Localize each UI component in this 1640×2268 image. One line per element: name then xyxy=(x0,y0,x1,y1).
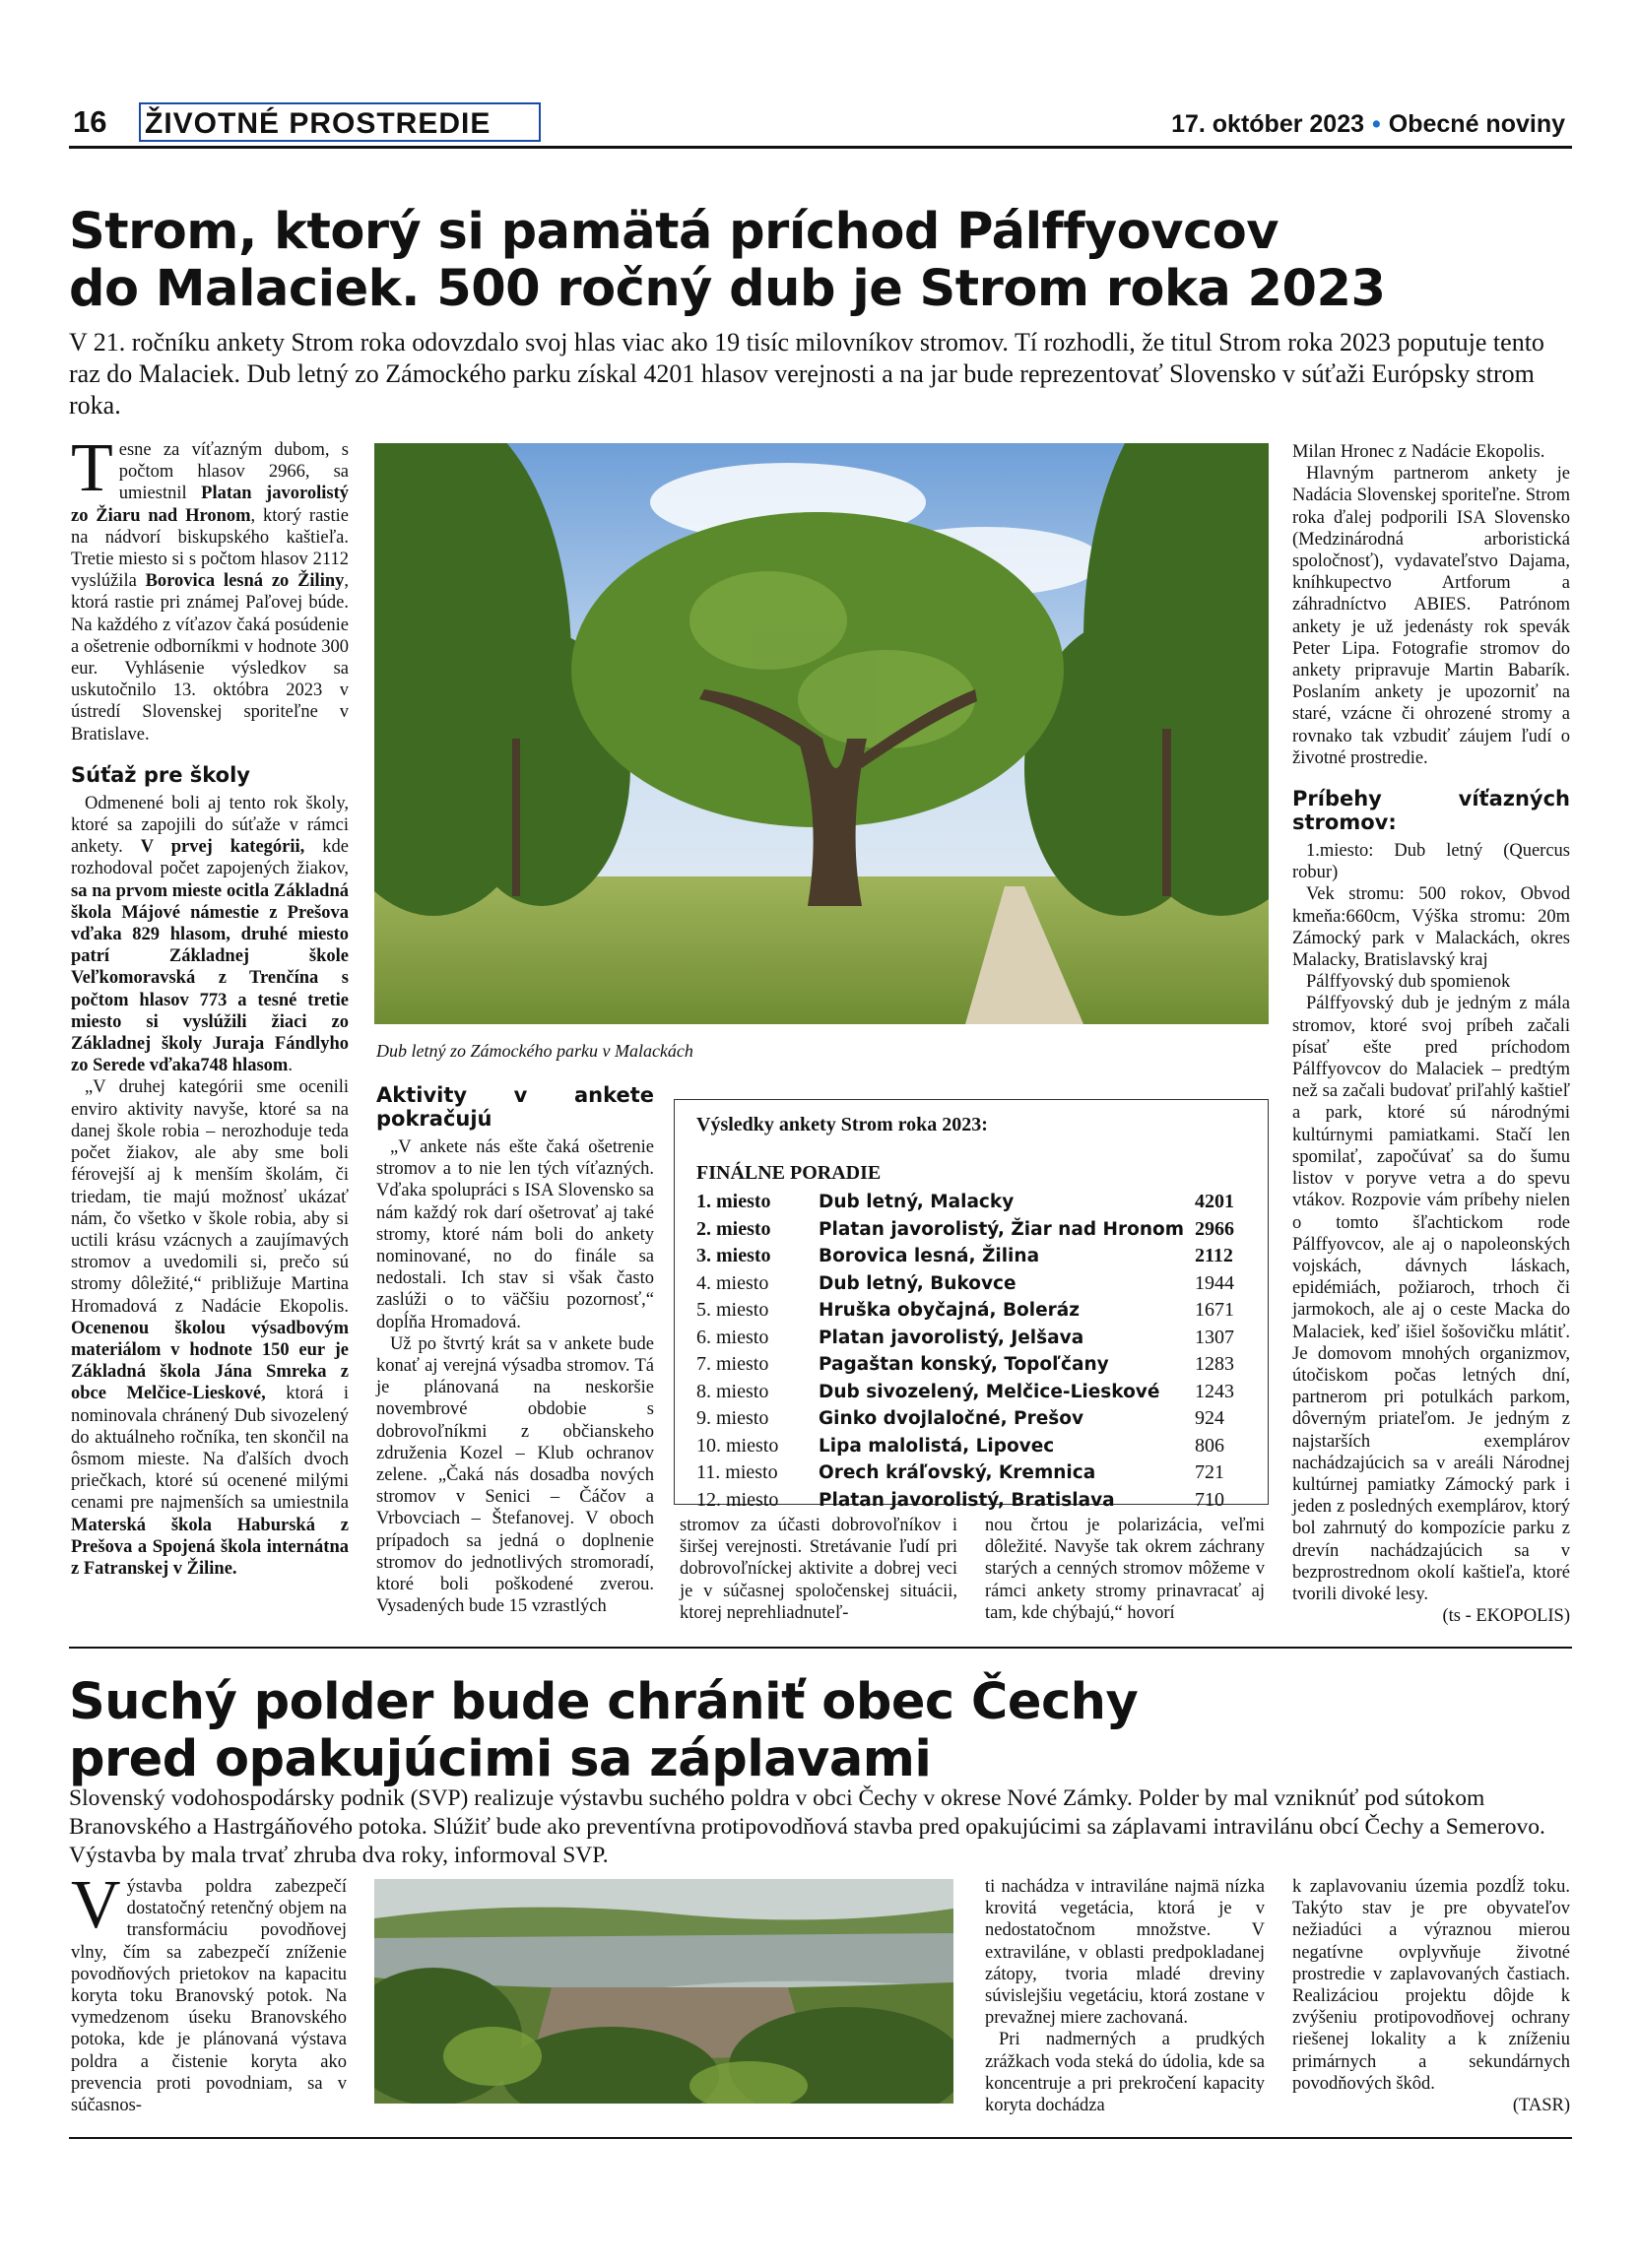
results-subtitle: FINÁLNE PORADIE xyxy=(696,1162,882,1184)
article1-col5-para5: Pálffyovský dub spomienok xyxy=(1306,972,1511,993)
article1-signature: (ts - EKOPOLIS) xyxy=(1442,1606,1570,1627)
subhead-schools: Súťaž pre školy xyxy=(71,762,250,787)
results-row xyxy=(696,1405,1250,1433)
results-votes: 4201 xyxy=(1195,1191,1234,1212)
article2-column2 xyxy=(985,1876,1265,2116)
section-label: ŽIVOTNÉ PROSTREDIE xyxy=(139,102,541,142)
results-rows xyxy=(696,1189,1250,1514)
article1-col2-para1: „V ankete nás ešte čaká ošetrenie stromov a to nie len tých víťazných. Vďaka spolupráci s ISA Slovensko sa nám každý rok darí ošetrovať aj také stromy, ktoré nám boli do ankety nominované, no do finále sa nedostali. Ich stav si však často zaslúži o to väčšiu pozornosť,“ dopĺňa Hromadová. xyxy=(376,1137,654,1332)
results-row xyxy=(696,1433,1250,1460)
issue-date: 17. október 2023 xyxy=(1171,110,1365,138)
oak-tree-photo xyxy=(374,443,1269,1024)
results-row xyxy=(696,1297,1250,1325)
article1-lead: V 21. ročníku ankety Strom roka odovzdalo svoj hlas viac ako 19 tisíc milovníkov stromov. Tí rozhodli, že titul Strom roka 2023 poputuje tento raz do Malaciek. Dub letný zo Zámockého parku získal 4201 hlasov verejnosti a na jar bude reprezentovať Slovensko v súťaži Európsky strom roka. xyxy=(69,328,1544,420)
article1-headline-line2: do Malaciek. 500 ročný dub je Strom roka 2023 xyxy=(69,260,1386,318)
article2-column3 xyxy=(1292,1876,1570,2116)
article1-col3-text: stromov za účasti dobrovoľníkov i širšej verejnosti. Stretávanie ľudí pri dobrovoľníckej aktivite a dobrej veci je v súčasnej spoločenskej situácii, ktorej neprehliadnuteľ- xyxy=(680,1516,957,1623)
page-number: 16 xyxy=(73,104,107,139)
article2-headline-line1: Suchý polder bude chrániť obec Čechy xyxy=(69,1673,1139,1731)
results-place: 1. miesto xyxy=(696,1191,771,1212)
article2-col3-text: k zaplavovaniu územia pozdĺž toku. Takýto stav je pre obyvateľov nežiadúci a výraznou mierou negatívne ovplyvňuje životné prostredie v zaplavovaných častiach. Realizáciou projektu dôjde k zvýšeniu protipovodňovej ochrany riešenej lokality a k zníženiu primárnych a sekundárnych povodňových škôd. xyxy=(1292,1877,1570,2094)
results-place: 11. miesto xyxy=(696,1461,778,1483)
article1-col5-para2: Hlavným partnerom ankety je Nadácia Slovenskej sporiteľne. Strom roka ďalej podporili ISA Slovensko (Medzinárodná arboristická spoločnosť), vydavateľstvo Dajama, kníhkupectvo Artforum a záhradníctvo ABIES. Patrónom ankety je už jedenásty rok spevák Peter Lipa. Fotografie stromov do ankety pripravuje Martin Babarík. Poslaním ankety je upozorniť na staré, vzácne či ohrozené stromy a rovnako tak vzbudiť záujem ľudí o životné prostredie. xyxy=(1292,464,1570,768)
polder-photo xyxy=(374,1879,953,2104)
results-name: Platan javorolistý, Bratislava xyxy=(819,1489,1115,1511)
bottom-rule xyxy=(69,2137,1572,2139)
results-title: Výsledky ankety Strom roka 2023: xyxy=(696,1114,988,1135)
results-row xyxy=(696,1459,1250,1487)
results-row xyxy=(696,1351,1250,1379)
separator-dot: • xyxy=(1372,110,1381,138)
article2-column1 xyxy=(71,1867,347,2116)
results-place: 8. miesto xyxy=(696,1380,769,1402)
results-place: 4. miesto xyxy=(696,1271,769,1294)
article2-col2-para1: ti nachádza v intraviláne najmä nízka krovitá vegetácia, ktorá je v nedostatočnom množstve. V extraviláne, v oblasti predpokladanej zátopy, tvoria mladé dreviny súvislejšiu vegetáciu, ktorá zostane v prevažnej miere zachovaná. xyxy=(985,1877,1265,2029)
results-name: Borovica lesná, Žilina xyxy=(819,1246,1040,1266)
article1-column1 xyxy=(71,430,350,1580)
results-name: Ginko dvojlaločné, Prešov xyxy=(819,1408,1084,1429)
article1-col5-para3: 1.miesto: Dub letný (Quercus robur) xyxy=(1292,841,1570,883)
results-name: Dub letný, Bukovce xyxy=(819,1272,1017,1294)
dropcap: V xyxy=(71,1867,121,1943)
photo-caption: Dub letný zo Zámockého parku v Malackách xyxy=(376,1041,693,1061)
results-votes: 924 xyxy=(1195,1407,1224,1429)
results-votes: 1307 xyxy=(1195,1326,1234,1348)
results-place: 5. miesto xyxy=(696,1299,769,1321)
results-votes: 1944 xyxy=(1195,1271,1234,1294)
article1-column4 xyxy=(985,1515,1265,1624)
results-votes: 1283 xyxy=(1195,1353,1234,1375)
dropcap: T xyxy=(71,430,113,506)
results-place: 10. miesto xyxy=(696,1434,779,1457)
results-votes: 1671 xyxy=(1195,1299,1234,1321)
subhead-stories: Príbehy víťazných stromov: xyxy=(1292,787,1570,835)
results-place: 7. miesto xyxy=(696,1353,769,1375)
header-rule xyxy=(69,146,1572,149)
results-name: Lipa malolistá, Lipovec xyxy=(819,1435,1055,1457)
results-name: Pagaštan konský, Topoľčany xyxy=(819,1354,1109,1375)
header-dateline xyxy=(1171,110,1565,139)
results-name: Hruška obyčajná, Boleráz xyxy=(819,1300,1081,1321)
newspaper-name: Obecné noviny xyxy=(1388,110,1565,138)
results-votes: 721 xyxy=(1195,1461,1224,1483)
article1-column2 xyxy=(376,1083,654,1617)
article2-col1-text: ýstavba poldra zabezpečí dostatočný retenčný objem na transformáciu povodňovej vlny, čím sa zabezpečí zníženie povodňových prietokov na kapacitu koryta toku Branovský potok. Na vymedzenom úseku Branovského potoka, kde je plánovaná výstava poldra a čistenie koryta ako prevencia proti povodniam, sa v súčasnos- xyxy=(71,1877,347,2116)
results-row xyxy=(696,1325,1250,1352)
results-name: Dub sivozelený, Melčice-Lieskové xyxy=(819,1381,1160,1402)
article1-headline-line1: Strom, ktorý si pamätá príchod Pálffyovcov xyxy=(69,203,1279,261)
subhead-activities: Aktivity v ankete pokračujú xyxy=(376,1083,654,1131)
results-name: Orech kráľovský, Kremnica xyxy=(819,1462,1096,1483)
article2-col2-para2: Pri nadmerných a prudkých zrážkach voda steká do údolia, kde sa koncentruje a pri prekročení kapacity koryta dochádza xyxy=(985,2030,1265,2116)
results-place: 2. miesto xyxy=(696,1217,771,1240)
results-row xyxy=(696,1379,1250,1406)
results-place: 9. miesto xyxy=(696,1407,769,1429)
article1-col1-para1: Tesne za víťazným dubom, s počtom hlasov 2966, sa umiestnil Platan javorolistý zo Žiaru nad Hronom, ktorý rastie na nádvorí biskupského kaštieľa. Tretie miesto si s počtom hlasov 2112 vyslúžila Borovica lesná zo Žiliny, ktorá rastie pri známej Paľovej búde. Na každého z víťazov čaká posúdenie a ošetrenie odborníkmi v hodnote 300 eur. Vyhlásenie výsledkov sa uskutočnilo 13. októbra 2023 v ústredí Slovenskej sporiteľne v Bratislave. xyxy=(71,430,350,745)
article2-lead: Slovenský vodohospodársky podnik (SVP) realizuje výstavbu suchého poldra v obci Čechy v okrese Nové Zámky. Polder by mal vzniknúť pod sútokom Branovského a Hastrgáňového potoka. Slúžiť bude ako preventívna protipovodňová stavba pred opakujúcimi sa záplavami intravilánu obcí Čechy a Semerovo. Výstavba by mala trvať zhruba dva roky, informoval SVP. xyxy=(69,1785,1545,1868)
article1-col2-para2: Už po štvrtý krát sa v ankete bude konať aj verejná výsadba stromov. Tá je plánovaná na neskoršie novembrové obdobie s dobrovoľníkmi z občianskeho združenia Kozel – Klub ochranov zelene. „Čaká nás dosadba nových stromov v Senici – Čáčov a Vrbovciach – Štefanovej. V oboch prípadoch sa jedná o doplnenie stromov do jednotlivých stromoradí, ktoré boli poškodené zverou. Vysadených bude 15 vzrastlých xyxy=(376,1333,654,1617)
results-name: Dub letný, Malacky xyxy=(819,1192,1015,1212)
article1-col1-para2: Odmenené boli aj tento rok školy, ktoré sa zapojili do súťaže v rámci ankety. V prvej kategórii, kde rozhodoval počet zapojených žiakov, sa na prvom mieste ocitla Základná škola Májové námestie z Prešova vďaka 829 hlasom, druhé miesto patrí Základnej škole Veľkomoravská z Trenčína s počtom hlasov 773 a tesné tretie miesto si vyslúžili žiaci zo Základnej školy Juraja Fándlyho zo Serede vďaka748 hlasom. xyxy=(71,793,349,1076)
results-votes: 2112 xyxy=(1195,1245,1233,1266)
results-row xyxy=(696,1216,1250,1244)
results-place: 3. miesto xyxy=(696,1245,771,1266)
results-votes: 2966 xyxy=(1195,1217,1234,1240)
results-place: 12. miesto xyxy=(696,1488,779,1511)
results-votes: 1243 xyxy=(1195,1380,1234,1402)
results-row xyxy=(696,1270,1250,1298)
article2-headline xyxy=(69,1674,1576,1788)
article1-headline xyxy=(69,204,1576,318)
results-votes: 806 xyxy=(1195,1434,1224,1457)
results-name: Platan javorolistý, Jelšava xyxy=(819,1327,1084,1348)
results-votes: 710 xyxy=(1195,1488,1224,1511)
results-row xyxy=(696,1487,1250,1515)
article1-col5-para4: Vek stromu: 500 rokov, Obvod kmeňa:660cm, Výška stromu: 20m Zámocký park v Malackách, okres Malacky, Bratislavský kraj xyxy=(1292,884,1570,971)
article1-column5 xyxy=(1292,441,1570,1627)
article1-col4-text: nou črtou je polarizácia, veľmi dôležité. Navyše tak okrem záchrany starých a cenných stromov môžeme v rámci ankety stromy prinavracať aj tam, kde chýbajú,“ hovorí xyxy=(985,1516,1265,1623)
results-row xyxy=(696,1189,1250,1216)
article2-headline-line2: pred opakujúcimi sa záplavami xyxy=(69,1730,932,1788)
results-table xyxy=(674,1099,1269,1511)
article1-col5-para6: Pálffyovský dub je jedným z mála stromov, ktoré svoj príbeh začali písať ešte pred príchodom Pálffyovcov do Malaciek – predtým než sa začali budovať priľahlý kaštieľ a park, ktoré sú národnými kultúrnymi pamiatkami. Stačí len spomilať, započúvať sa do šumu listov v poryve vetra a do spevu vtákov. Rozpovie vám príbehy nielen o tomto šľachtickom rode Pálffyovcov, ale aj o napoleonských vojskách, dávnych láskach, epidémiách, požiaroch, trhoch či jarmokoch, ale aj o ceste Macka do Malaciek, keď išiel šošovičku mlátiť. Je domovom mnohých organizmov, útočiskom počas letných dní, partnerom pri potulkách parkom, dôverným priateľom. Je jedným z najstarších exemplárov nachádzajúcich sa v areáli Národnej kultúrnej pamiatky Zámocký park i jeden z posledných exemplárov, ktorý bol zahrnutý do kompozície parku z drevín nachádzajúcich sa v bezprostrednom okolí kaštieľa, ktoré tvorili divoké lesy. xyxy=(1292,994,1570,1604)
article1-col5-para1: Milan Hronec z Nadácie Ekopolis. xyxy=(1292,442,1545,462)
results-name: Platan javorolistý, Žiar nad Hronom xyxy=(819,1218,1184,1240)
results-place: 6. miesto xyxy=(696,1326,769,1348)
article1-column3 xyxy=(680,1515,957,1624)
results-row xyxy=(696,1243,1250,1270)
article-divider xyxy=(69,1647,1572,1649)
article2-signature: (TASR) xyxy=(1512,2096,1570,2116)
article1-col1-para3: „V druhej kategórii sme ocenili enviro aktivity navyše, ktoré sa na danej škole robia – nerozhoduje teda počet žiakov, ale aby sme boli férovejší aj k menším školám, či triedam, tie majú možnosť ukázať nám, čo všetko v škole robia, aby si uctili krásu vzácnych a zaujímavých stromov a uvedomili si, prečo sú stromy dôležité,“ približuje Martina Hromadová z Nadácie Ekopolis. Ocenenou školou výsadbovým materiálom v hodnote 150 eur je Základná škola Jána Smreka z obce Melčice-Lieskové, ktorá i nominovala chránený Dub sivozelený do aktuálneho ročníka, ten skončil na ôsmom mieste. Na ďalších dvoch priečkach, ktoré sú ocenené milými cenami pre najmenších sa umiestnila Materská škola Haburská z Prešova a Spojená škola internátna z Fatranskej v Žiline. xyxy=(71,1077,349,1579)
